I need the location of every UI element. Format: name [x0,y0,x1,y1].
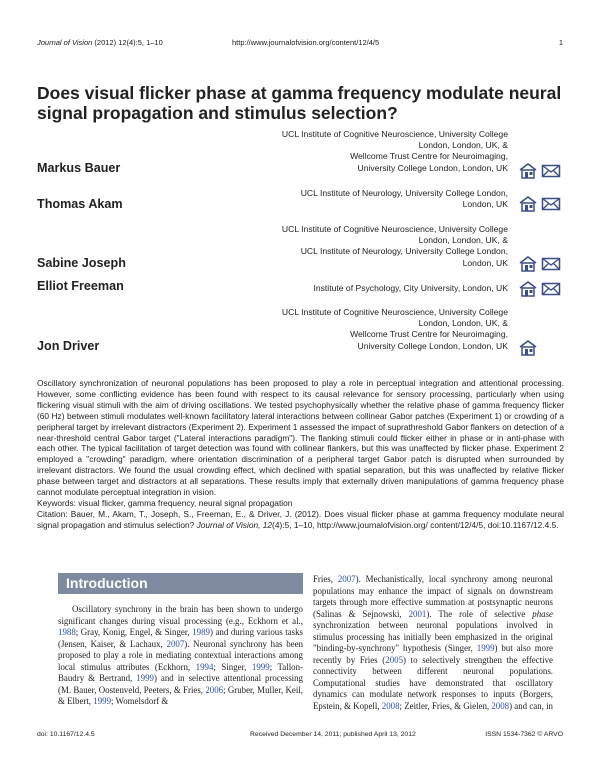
author-affiliation-akam: UCL Institute of Neurology, University College London, London, UK [300,188,508,210]
intro-column-left: Oscillatory synchrony in the brain has been shown to undergo significant changes during visual processing (e.g., Eckhorn et al., 1988; Gray, Konig, Engel, & Singer, 1989) and during various tasks (Jensen, Kaiser, & Lachaux, 2007). Neuronal synchrony has been proposed to play a role in mediating contextual interactions among local stimulus attributes (Eckhorn, 1994; Singer, 1999; Tallon-Baudry & Bertrand, 1999) and in selective attentional processing (M. Bauer, Oostenveld, Peeters, & Fries, 2006; Gruber, Muller, Keil, & Elbert, 1999; Womelsdorf & [58,604,304,707]
reference-link[interactable]: 2008 [491,701,510,712]
email-icon[interactable] [541,163,561,179]
author-affiliation-driver: UCL Institute of Cognitive Neuroscience, University College London, London, UK, & Wellcome Trust Centre for Neuroimaging, University College London, London, UK [281,307,508,351]
page-number: 1 [558,38,563,47]
footer-received: Received December 14, 2011; published April 13, 2012 [250,731,416,738]
author-name-joseph: Sabine Joseph [37,256,126,270]
author-icons-freeman [518,281,566,297]
author-name-freeman: Elliot Freeman [37,279,124,293]
reference-link[interactable]: 1999 [136,673,154,684]
paper-title: Does visual flicker phase at gamma frequency modulate neural signal propagation and stimulus selection? [37,83,562,123]
article-url-link[interactable]: http://www.journalofvision.org/content/12/4/5 [232,38,380,47]
reference-link[interactable]: 1988 [58,627,76,638]
home-page-icon[interactable] [518,281,538,297]
home-page-icon[interactable] [518,163,538,179]
author-icons-joseph [518,256,566,272]
footer-doi: doi: 10.1167/12.4.5 [37,731,95,738]
reference-link[interactable]: 2008 [381,701,400,712]
footer-issn: ISSN 1534-7362 © ARVO [485,731,563,738]
author-name-bauer: Markus Bauer [37,161,121,175]
author-name-driver: Jon Driver [37,339,100,353]
reference-link[interactable]: 1999 [93,696,111,707]
author-affiliation-joseph: UCL Institute of Cognitive Neuroscience, University College London, London, UK, & UCL Institute of Neurology, University College London, London, UK [281,224,508,268]
keywords-line: Keywords: visual flicker, gamma frequency, neural signal propagation [37,497,293,508]
reference-link[interactable]: 2006 [205,684,224,695]
journal-citation-line: Journal of Vision (2012) 12(4):5, 1–10 [37,38,163,47]
citation-line: Citation: Bauer, M., Akam, T., Joseph, S., Freeman, E., & Driver, J. (2012). Does visual flicker phase at gamma frequency modulate neural signal propagation and stimulus selection? Journal of Vision, 12(4):5, 1–10, http://www.journalofvision.org/ content/12/4/5, doi:10.1167/12.4.5. [37,508,564,530]
reference-link[interactable]: 1994 [195,661,214,672]
reference-link[interactable]: 2007 [166,638,185,649]
abstract-text: Oscillatory synchronization of neuronal populations has been proposed to play a role in perceptual integration and attentional processing. However, some conflicting evidence has been found with respect to its causal relevance for sensory processing, particularly when using flickering visual stimuli with the aim of driving oscillations. We tested psychophysically whether the relative phase of gamma frequency flicker (60 Hz) between stimuli modulates well-known facilitatory lateral interactions between collinear Gabor patches (Experiment 1) or crowding of a peripheral target by irrelevant distractors (Experiment 2). Experiment 1 assessed the impact of suprathreshold Gabor flankers on detection of a near-threshold central Gabor target ("Lateral interactions paradigm"). The flanking stimuli could flicker either in phase or in anti-phase with each other. The typical facilitation of target detection was found with collinear flankers, but this was unaffected by flicker phase. Experiment 2 employed a "crowding" paradigm, where orientation discrimination of a peripheral target Gabor patch is disrupted when surrounded by irrelevant distractors. We found the usual crowding effect, which declined with spatial separation, but this was unaffected by relative flicker phase between target and distractors at all separations. These results imply that externally driven manipulations of gamma frequency phase cannot modulate perceptual integration in vision. [37,378,564,498]
section-heading-introduction: Introduction [58,573,303,594]
home-page-icon[interactable] [518,196,538,212]
email-icon[interactable] [541,256,561,272]
reference-link[interactable]: 1989 [192,627,210,638]
author-affiliation-freeman: Institute of Psychology, City University, London, UK [313,283,508,293]
email-icon[interactable] [541,196,561,212]
author-icons-bauer [518,163,566,179]
page-footer [37,731,563,743]
email-icon[interactable] [541,281,561,297]
author-affiliation-bauer: UCL Institute of Cognitive Neuroscience, University College London, London, UK, & Wellcome Trust Centre for Neuroimaging, University College London, London, UK [281,129,508,173]
reference-link[interactable]: 2007 [337,574,356,584]
reference-link[interactable]: 1999 [251,661,270,672]
author-icons-akam [518,196,566,212]
reference-link[interactable]: 2005 [385,654,404,665]
reference-link[interactable]: 1999 [476,643,495,654]
abstract-block [37,378,564,531]
author-icons-driver [518,340,566,356]
home-page-icon[interactable] [518,340,538,356]
intro-column-right: Fries, 2007). Mechanistically, local synchrony among neuronal populations may enhance the impact of signals on downstream targets through more effective summation at postsynaptic neurons (Salinas & Sejnowski, 2001). The role of selective phase synchronization between neuronal populations involved in stimulus processing has initially been emphasized in the original "binding-by-synchrony" hypothesis (Singer, 1999) but also more recently by Fries (2005) to selectively strengthen the effective connectivity between different neuronal populations. Computational studies have demonstrated that oscillatory dynamics can modulate network responses to inputs (Borgers, Epstein, & Kopell, 2008; Zeitler, Fries, & Gielen, 2008) and can, in [313,574,553,712]
reference-link[interactable]: 2001 [408,608,427,619]
author-name-akam: Thomas Akam [37,197,123,211]
running-header [37,38,563,50]
home-page-icon[interactable] [518,256,538,272]
